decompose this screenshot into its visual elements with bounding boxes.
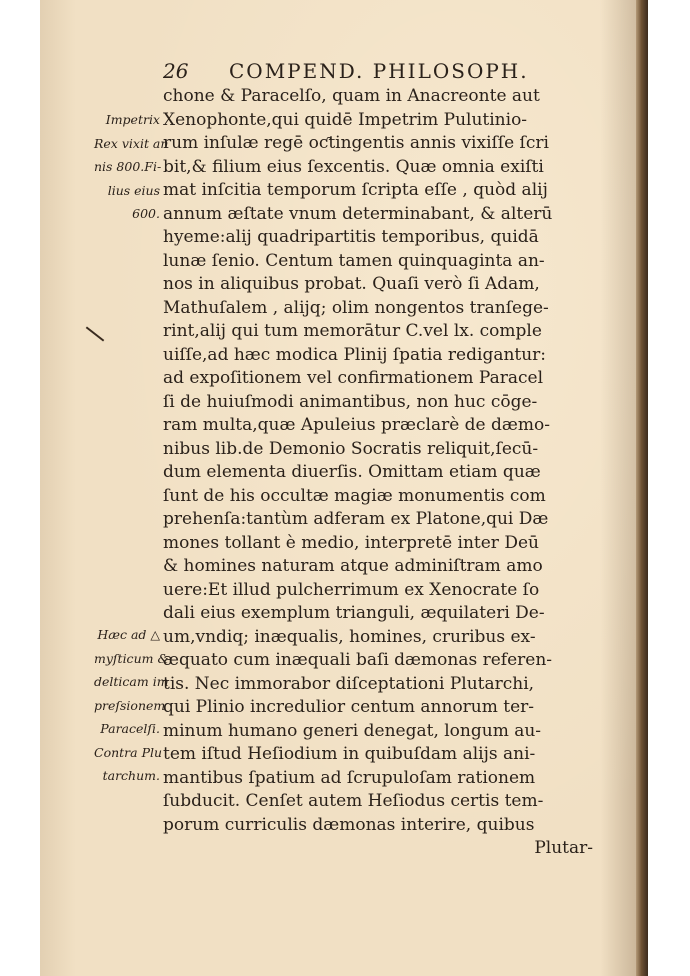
text-line: mones tollant è medio, interpretē inter Deū [163, 532, 539, 553]
text-line: dum elementa diuerſis. Omittam etiam quæ [163, 462, 541, 482]
text-line: mantibus ſpatium ad ſcrupuloſam rationem [163, 767, 536, 788]
text-line: bit,& filium eius ſexcentis. Quæ omnia exiſti [163, 156, 544, 177]
text-line: annum æſtate vnum determinabant, & alterū [163, 203, 553, 224]
text-line: Xenophonte,qui quidē Impetrim Pulutinio- [163, 109, 528, 130]
margin-note-line: delticam im [94, 674, 169, 689]
page-edge [648, 0, 690, 976]
text-line: qui Plinio incredulior centum annorum ter- [163, 697, 535, 717]
text-line: tis. Nec immorabor diſceptationi Plutarchi, [163, 673, 535, 694]
margin-note-line: 600. [132, 206, 160, 221]
text-line: Mathuſalem , alijq; olim nongentos tranſege- [163, 297, 549, 318]
margin-note-line: tarchum. [102, 768, 160, 783]
book-binding [636, 0, 648, 976]
text-line: uiſſe,ad hæc modica Plinij ſpatia redigantur: [163, 344, 547, 365]
text-line: chone & Paracelſo, quam in Anacreonte aut [163, 86, 540, 106]
text-line: mat inſcitia temporum ſcripta eſſe , quòd alij [163, 180, 548, 200]
margin-note-impetrix [94, 108, 169, 226]
text-line: rint,alij qui tum memorātur C.vel lx. comple [163, 321, 542, 341]
text-line: porum curriculis dæmonas interire, quibus [163, 814, 535, 835]
text-line: nibus lib.de Demonio Socratis reliquit,ſecū- [163, 438, 539, 459]
text-line: ram multa,quæ Apuleius præclarè de dæmo- [163, 415, 550, 435]
running-head [163, 59, 593, 83]
margin-note-line: Rex vixit an [94, 135, 169, 151]
running-title: COMPEND. PHILOSOPH. [229, 59, 529, 83]
catchword: Plutar- [534, 838, 593, 858]
text-line: & homines naturam atque adminiſtram amo [163, 556, 543, 576]
page-number: 26 [163, 59, 189, 83]
margin-note-line: nis 800.Fi- [94, 159, 162, 174]
text-line: prehenſa:tantùm adferam ex Platone,qui Dæ [163, 509, 549, 529]
text-line: rum inſulæ regē oƈtingentis annis vixiſſe ſcri [163, 133, 549, 153]
text-line: ſunt de his occultæ magiæ monumentis com [163, 485, 546, 506]
text-line: tem iſtud Heſiodium in quibuſdam alijs ani- [163, 744, 536, 764]
margin-note-line: preſsionem [94, 697, 166, 713]
text-line: nos in aliquibus probat. Quaſi verò ſi Adam, [163, 274, 540, 294]
text-line: ſi de huiuſmodi animantibus, non huc cōge- [163, 391, 538, 412]
margin-note-line: Hæc ad △ [97, 627, 160, 642]
text-line: um,vndiq; inæqualis, homines, cruribus ex- [163, 626, 536, 647]
text-line: ad expoſitionem vel confirmationem Paracel [163, 368, 544, 388]
text-line: æquato cum inæquali baſi dæmonas referen- [163, 650, 553, 670]
margin-note-line: lius eius [107, 182, 160, 198]
text-line: minum humano generi denegat, longum au- [163, 720, 542, 741]
margin-note-paracelsi [94, 623, 169, 788]
text-line: hyeme:alij quadripartitis temporibus, quidā [163, 227, 539, 247]
margin-note-line: Paracelſi. [100, 721, 160, 736]
margin-note-line: myſticum & [94, 650, 169, 666]
margin-note-line: Contra Plu [94, 744, 163, 760]
margin-note-line: Impetrix [105, 112, 160, 127]
body-text [163, 85, 593, 861]
text-line: uere:Et illud pulcherrimum ex Xenocrate ſo [163, 579, 540, 600]
text-line: ſubducit. Cenſet autem Heſiodus certis tem- [163, 791, 544, 811]
text-line: lunæ ſenio. Centum tamen quinquaginta an- [163, 250, 545, 271]
text-line: dali eius exemplum trianguli, æquilateri De- [163, 603, 545, 623]
